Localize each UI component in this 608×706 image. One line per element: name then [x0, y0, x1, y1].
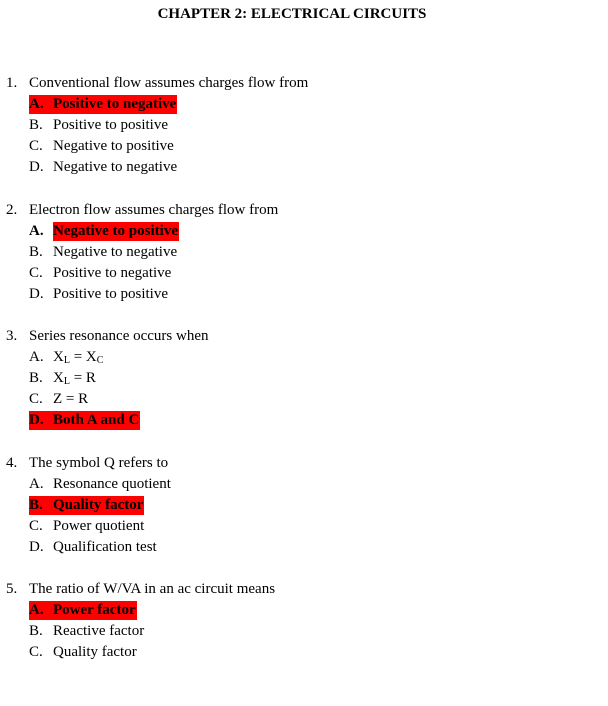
option-correct[interactable]: [0, 410, 600, 431]
chapter-title: CHAPTER 2: ELECTRICAL CIRCUITS: [157, 6, 427, 22]
option-text: Resonance quotient: [53, 475, 171, 492]
option[interactable]: [0, 263, 600, 284]
option-letter: B.: [29, 623, 43, 640]
question-text: The ratio of W/VA in an ac circuit means: [29, 581, 276, 597]
option[interactable]: [0, 157, 600, 178]
option[interactable]: [0, 284, 600, 305]
option-text: Negative to positive: [53, 138, 174, 155]
option-text: Positive to positive: [53, 285, 169, 302]
option-letter: D.: [29, 538, 44, 555]
option-letter: A.: [29, 602, 44, 619]
option-text: $X_L = X_C$: [53, 349, 104, 367]
option[interactable]: [0, 242, 600, 263]
question-4: [0, 453, 600, 580]
option-letter: C.: [29, 517, 43, 534]
option[interactable]: [0, 115, 600, 136]
option[interactable]: [0, 537, 600, 558]
option[interactable]: [0, 389, 600, 410]
question-text: The symbol Q refers to: [29, 454, 169, 471]
question-2: [0, 200, 600, 327]
option[interactable]: [0, 621, 600, 642]
option-letter: D.: [29, 159, 44, 176]
question-number: 4.: [6, 454, 18, 471]
option-letter: D.: [29, 285, 44, 302]
question-text: Series resonance occurs when: [29, 328, 209, 344]
option-text: Quality factor: [53, 644, 137, 661]
option-correct[interactable]: [0, 495, 600, 516]
option-correct[interactable]: [0, 221, 600, 242]
option[interactable]: [0, 516, 600, 537]
question-number: 2.: [6, 201, 18, 218]
option-text: Negative to negative: [53, 159, 178, 176]
option-text: Power factor: [53, 602, 136, 619]
option-text: Negative to negative: [53, 243, 178, 260]
option-letter: A.: [29, 349, 44, 366]
question-number: 1.: [6, 75, 18, 91]
question-number: 3.: [6, 328, 18, 344]
option-text: Z = R: [53, 391, 89, 408]
option-letter: C.: [29, 391, 43, 408]
option-text: Quality factor: [53, 496, 144, 513]
option-letter: C.: [29, 264, 43, 281]
option-text: $X_L = R$: [53, 370, 96, 388]
option-letter: A.: [29, 222, 44, 239]
option-letter: B.: [29, 243, 43, 260]
option-letter: D.: [29, 412, 44, 429]
option-text: Positive to positive: [53, 117, 169, 134]
option[interactable]: [0, 474, 600, 495]
option-correct[interactable]: [0, 600, 600, 621]
question-list: [0, 73, 600, 706]
option-letter: A.: [29, 96, 44, 113]
question-text: Conventional flow assumes charges flow from: [29, 75, 309, 91]
option[interactable]: [0, 642, 600, 663]
option-text: Reactive factor: [53, 623, 145, 640]
option-text: Power quotient: [53, 517, 145, 534]
option-text: Qualification test: [53, 538, 157, 555]
option-text: Positive to negative: [53, 264, 172, 281]
option[interactable]: [0, 347, 600, 368]
option-letter: C.: [29, 138, 43, 155]
question-number: 5.: [6, 581, 18, 597]
option-letter: B.: [29, 496, 43, 513]
option-correct[interactable]: [0, 94, 600, 115]
question-3: [0, 326, 600, 453]
option-text: Negative to positive: [53, 222, 178, 239]
option-text: Positive to negative: [53, 96, 177, 113]
option-letter: B.: [29, 370, 43, 387]
question-text: Electron flow assumes charges flow from: [29, 201, 279, 218]
option-letter: A.: [29, 475, 44, 492]
option[interactable]: [0, 368, 600, 389]
option-letter: B.: [29, 117, 43, 134]
option[interactable]: [0, 136, 600, 157]
question-5: [0, 579, 600, 706]
question-1: [0, 73, 600, 200]
option-letter: C.: [29, 644, 43, 661]
option-text: Both A and C: [53, 412, 140, 429]
